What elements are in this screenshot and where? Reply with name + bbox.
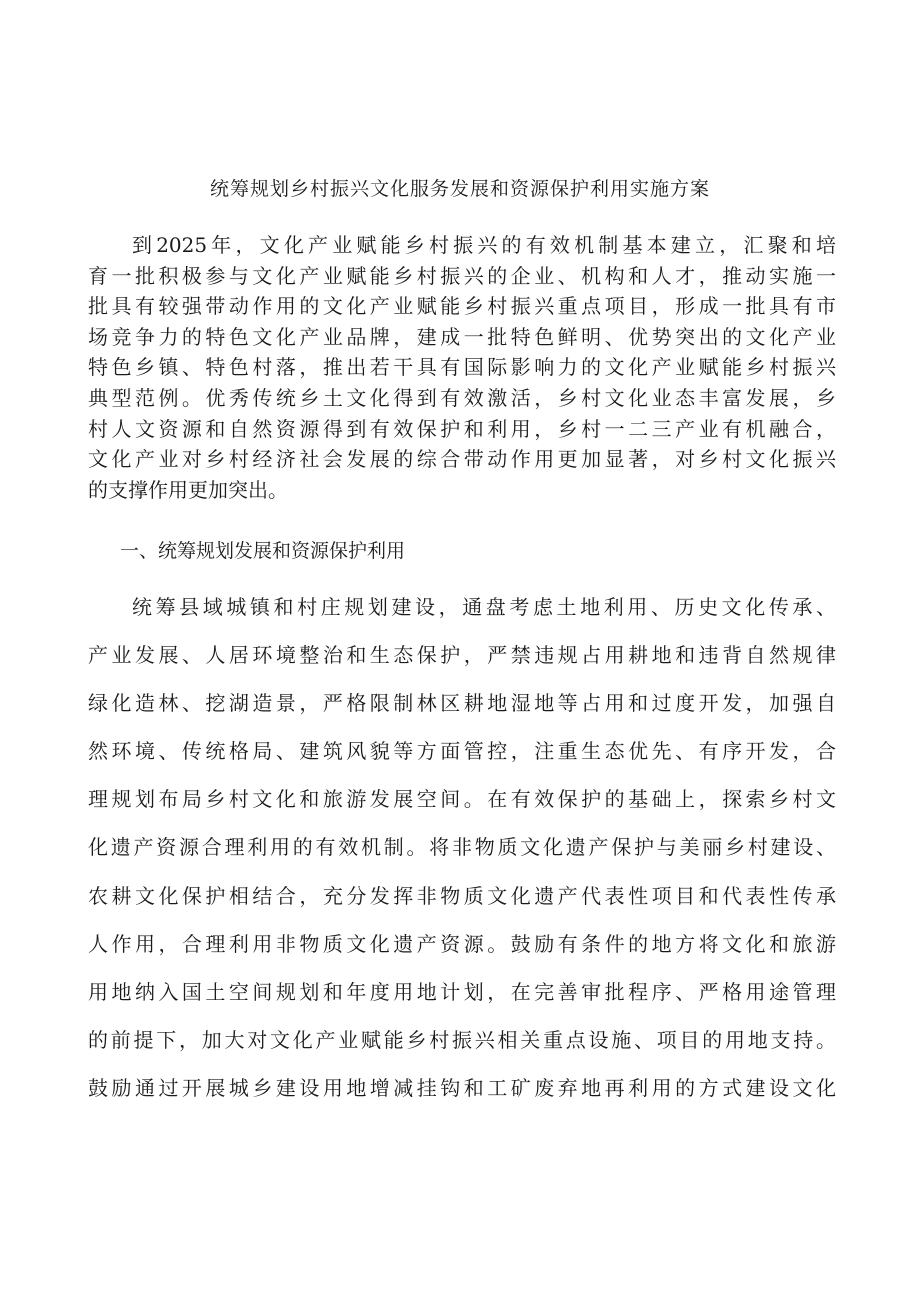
section-line: 绿化造林、挖湖造景，严格限制林区耕地湿地等占用和过度开发，加强自 <box>88 691 836 716</box>
section-line: 理规划布局乡村文化和旅游发展空间。在有效保护的基础上，探索乡村文 <box>88 787 836 812</box>
intro-line: 批具有较强带动作用的文化产业赋能乡村振兴重点项目，形成一批具有市 <box>88 294 836 319</box>
section-line: 鼓励通过开展城乡建设用地增减挂钩和工矿废弃地再利用的方式建设文化 <box>88 1075 836 1100</box>
intro-line: 村人文资源和自然资源得到有效保护和利用，乡村一二三产业有机融合， <box>88 416 836 441</box>
section-line: 产业发展、人居环境整治和生态保护，严禁违规占用耕地和违背自然规律 <box>88 643 836 668</box>
section-heading: 一、统筹规划发展和资源保护利用 <box>120 540 406 562</box>
section-paragraph <box>88 583 836 1112</box>
section-line: 人作用，合理利用非物质文化遗产资源。鼓励有条件的地方将文化和旅游 <box>88 931 836 956</box>
intro-line: 典型范例。优秀传统乡土文化得到有效激活，乡村文化业态丰富发展，乡 <box>88 385 836 410</box>
section-line: 用地纳入国土空间规划和年度用地计划，在完善审批程序、严格用途管理 <box>88 979 836 1004</box>
section-line: 农耕文化保护相结合，充分发挥非物质文化遗产代表性项目和代表性传承 <box>88 883 836 908</box>
section-line: 化遗产资源合理利用的有效机制。将非物质文化遗产保护与美丽乡村建设、 <box>88 835 836 860</box>
intro-line: 育一批积极参与文化产业赋能乡村振兴的企业、机构和人才，推动实施一 <box>88 263 836 288</box>
section-line: 然环境、传统格局、建筑风貌等方面管控，注重生态优先、有序开发，合 <box>88 739 836 764</box>
intro-line: 场竞争力的特色文化产业品牌，建成一批特色鲜明、优势突出的文化产业 <box>88 324 836 349</box>
document-title: 统筹规划乡村振兴文化服务发展和资源保护利用实施方案 <box>209 178 710 200</box>
intro-line: 到2025年，文化产业赋能乡村振兴的有效机制基本建立，汇聚和培 <box>132 233 836 257</box>
section-line: 统筹县域城镇和村庄规划建设，通盘考虑土地利用、历史文化传承、 <box>132 595 836 619</box>
section-line: 的前提下，加大对文化产业赋能乡村振兴相关重点设施、项目的用地支持。 <box>88 1027 836 1052</box>
intro-line: 特色乡镇、特色村落，推出若干具有国际影响力的文化产业赋能乡村振兴 <box>88 355 836 380</box>
intro-line: 的支撑作用更加突出。 <box>88 477 288 502</box>
intro-line: 文化产业对乡村经济社会发展的综合带动作用更加显著，对乡村文化振兴 <box>88 447 836 472</box>
intro-paragraph <box>88 230 836 505</box>
